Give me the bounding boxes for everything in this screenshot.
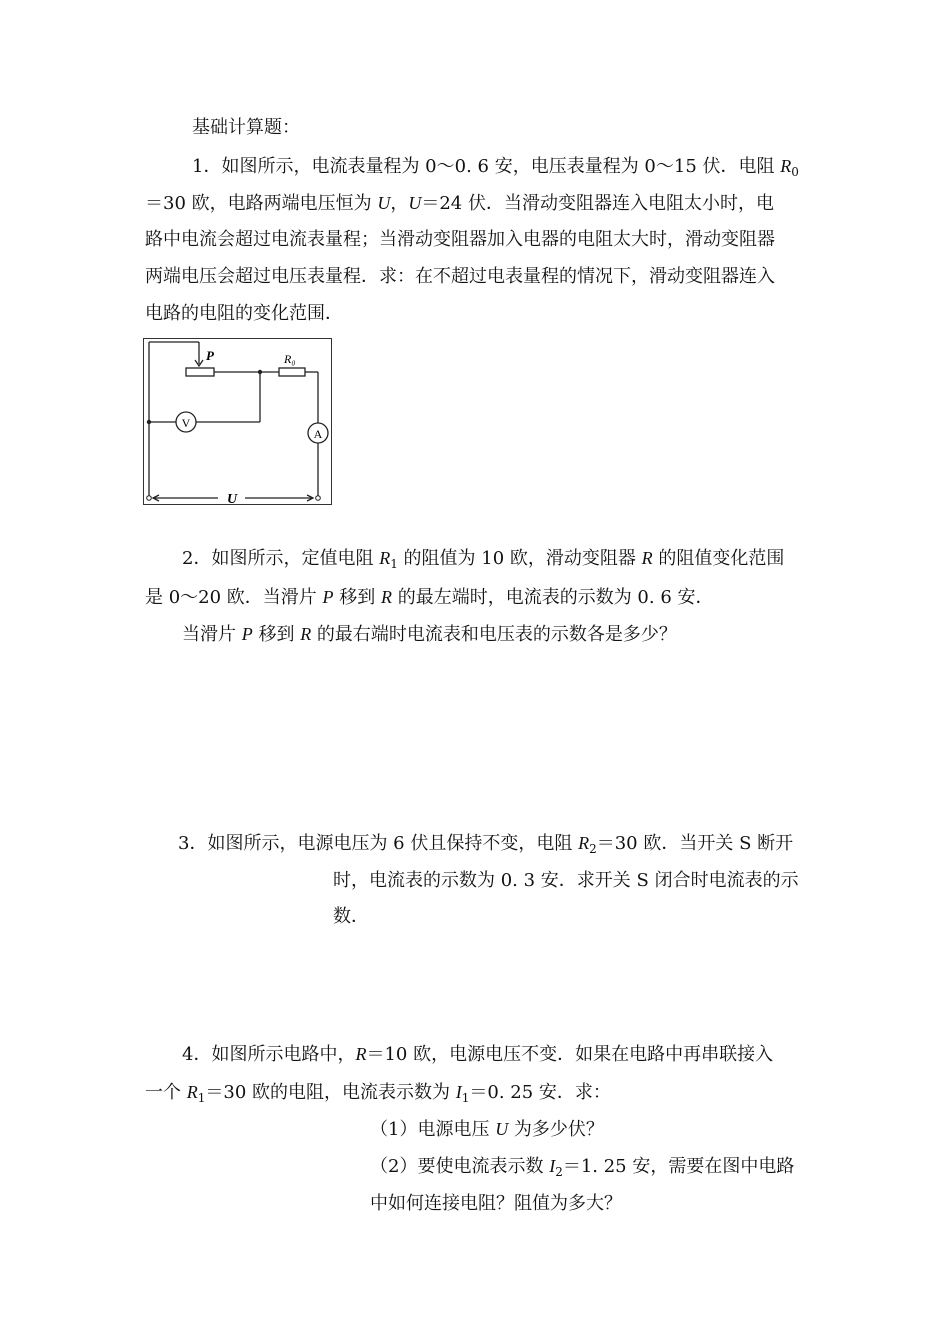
- q1-line-1: 1．如图所示，电流表量程为 0～0. 6 安，电压表量程为 0～15 伏．电阻 $R_0$: [192, 156, 799, 179]
- q4-part-1: （1）电源电压 U 为多少伏？: [370, 1119, 604, 1140]
- r0-label: R₀: [284, 352, 296, 366]
- section-heading: 基础计算题：: [192, 117, 300, 138]
- q1-line-5: 电路的电阻的变化范围．: [145, 303, 343, 324]
- slider-label: P: [206, 348, 214, 363]
- q1-line-2: ＝30 欧，电路两端电压恒为 U，U＝24 伏．当滑动变阻器连入电阻太小时，电: [145, 193, 774, 214]
- q3-line-1: 3．如图所示，电源电压为 6 伏且保持不变，电阻 $R_2=30$ 欧．当开关 S 断开: [178, 833, 794, 856]
- q2-line-1: 2．如图所示，定值电阻 $R_1$ 的阻值为 10 欧，滑动变阻器 R 的阻值变化范围: [182, 548, 785, 571]
- q1-line-4: 两端电压会超过电压表量程．求：在不超过电表量程的情况下，滑动变阻器连入: [145, 266, 775, 287]
- q2-line-2: 是 0～20 欧．当滑片 P 移到 R 的最左端时，电流表的示数为 0. 6 安．: [145, 587, 714, 608]
- ammeter-label: A: [313, 427, 323, 441]
- q4-part-2: （2）要使电流表示数 $I_2=1$. 25 安，需要在图中电路: [370, 1156, 795, 1179]
- q1-line-3: 路中电流会超过电流表量程；当滑动变阻器加入电器的电阻太大时，滑动变阻器: [145, 229, 775, 250]
- q4-line-2: 一个 $R_1=30$ 欧的电阻，电流表示数为 $I_1=0$. 25 安．求：: [145, 1082, 611, 1105]
- q3-line-3: 数．: [333, 906, 369, 927]
- q3-line-2: 时，电流表的示数为 0. 3 安．求开关 S 闭合时电流表的示: [333, 870, 799, 891]
- q4-part-2-cont: 中如何连接电阻？阻值为多大？: [370, 1193, 622, 1214]
- voltmeter-label: V: [181, 416, 191, 430]
- voltage-u-label: U: [226, 492, 238, 506]
- q1-circuit-diagram: [143, 338, 333, 506]
- q2-line-3: 当滑片 P 移到 R 的最右端时电流表和电压表的示数各是多少？: [182, 624, 677, 645]
- q4-line-1: 4．如图所示电路中，R＝10 欧，电源电压不变．如果在电路中再串联接入: [182, 1044, 774, 1065]
